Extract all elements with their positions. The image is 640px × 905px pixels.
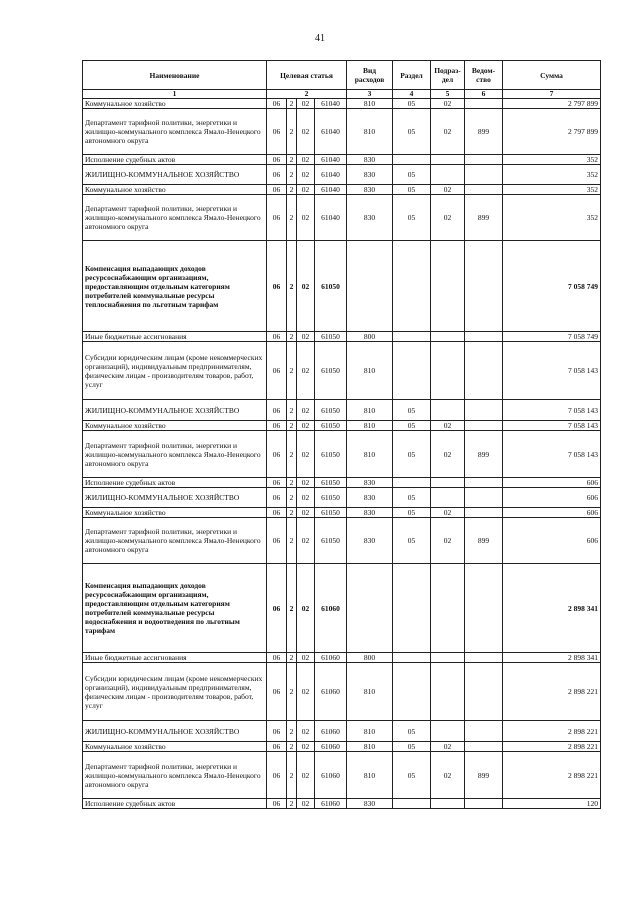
column-number: 4: [393, 90, 431, 99]
cell-name: Компенсация выпадающих доходов ресурсоснабжающим организациям, предоставляющим отдельным категориям потребителей коммунальные ресурсы водоснабжения и водоотведения по льготным тарифам: [83, 564, 267, 653]
cell-target-part: 02: [297, 799, 315, 809]
table-row: [83, 109, 601, 155]
cell-podrazdel: [431, 478, 465, 488]
table-row: [83, 99, 601, 109]
cell-target-part: 2: [287, 663, 297, 721]
table-row: [83, 332, 601, 342]
cell-razdel: 05: [393, 165, 431, 185]
cell-target-code: 61050: [315, 241, 347, 332]
cell-vedomstvo: [465, 185, 503, 195]
cell-target-part: 06: [267, 241, 287, 332]
cell-podrazdel: 02: [431, 742, 465, 752]
cell-razdel: [393, 155, 431, 165]
cell-sum: 352: [503, 165, 601, 185]
cell-name: Департамент тарифной политики, энергетики и жилищно-коммунального комплекса Ямало-Ненецкого автономного округа: [83, 431, 267, 478]
cell-podrazdel: [431, 241, 465, 332]
cell-sum: 606: [503, 518, 601, 564]
column-number-row: [83, 90, 601, 99]
cell-target-part: 06: [267, 653, 287, 663]
cell-target-part: 06: [267, 663, 287, 721]
cell-target-part: 02: [297, 185, 315, 195]
cell-vid: 830: [347, 518, 393, 564]
table-row: [83, 400, 601, 421]
cell-target-part: 02: [297, 663, 315, 721]
cell-sum: 2 898 341: [503, 653, 601, 663]
cell-razdel: 05: [393, 99, 431, 109]
table-row: [83, 742, 601, 752]
table-row: [83, 421, 601, 431]
cell-vid: 830: [347, 155, 393, 165]
column-number: 5: [431, 90, 465, 99]
cell-name: Департамент тарифной политики, энергетики и жилищно-коммунального комплекса Ямало-Ненецкого автономного округа: [83, 752, 267, 799]
cell-sum: 352: [503, 185, 601, 195]
cell-target-part: 02: [297, 742, 315, 752]
cell-sum: 2 898 221: [503, 742, 601, 752]
cell-podrazdel: [431, 799, 465, 809]
cell-sum: 2 797 899: [503, 99, 601, 109]
cell-target-part: 2: [287, 342, 297, 400]
cell-name: Субсидии юридическим лицам (кроме некоммерческих организаций), индивидуальным предпринимателям, физическим лицам - производителям товаров, работ, услуг: [83, 663, 267, 721]
column-number: 2: [267, 90, 347, 99]
cell-vedomstvo: [465, 421, 503, 431]
cell-sum: 7 058 749: [503, 241, 601, 332]
cell-vid: 800: [347, 653, 393, 663]
cell-target-part: 2: [287, 653, 297, 663]
cell-podrazdel: [431, 653, 465, 663]
cell-target-part: 2: [287, 155, 297, 165]
cell-target-part: 06: [267, 752, 287, 799]
cell-target-part: 2: [287, 564, 297, 653]
table-row: [83, 488, 601, 508]
cell-vedomstvo: [465, 99, 503, 109]
cell-vedomstvo: 899: [465, 518, 503, 564]
cell-name: Компенсация выпадающих доходов ресурсоснабжающим организациям, предоставляющим отдельным категориям потребителей коммунальные ресурсы теплоснабжения по льготным тарифам: [83, 241, 267, 332]
cell-vedomstvo: [465, 165, 503, 185]
cell-target-part: 06: [267, 721, 287, 742]
page-number: 41: [315, 33, 325, 44]
table-row: [83, 721, 601, 742]
header-row: [83, 61, 601, 90]
cell-vid: 830: [347, 478, 393, 488]
cell-target-part: 02: [297, 508, 315, 518]
cell-podrazdel: [431, 155, 465, 165]
cell-razdel: [393, 332, 431, 342]
cell-razdel: 05: [393, 195, 431, 241]
cell-razdel: 05: [393, 752, 431, 799]
cell-name: Департамент тарифной политики, энергетики и жилищно-коммунального комплекса Ямало-Ненецкого автономного округа: [83, 195, 267, 241]
cell-target-part: 06: [267, 400, 287, 421]
cell-target-part: 2: [287, 508, 297, 518]
cell-target-part: 06: [267, 332, 287, 342]
table-row: [83, 653, 601, 663]
cell-name: Коммунальное хозяйство: [83, 421, 267, 431]
cell-target-part: 02: [297, 653, 315, 663]
cell-target-part: 02: [297, 400, 315, 421]
cell-vid: 810: [347, 663, 393, 721]
cell-vedomstvo: [465, 400, 503, 421]
table-row: [83, 195, 601, 241]
cell-target-part: 02: [297, 421, 315, 431]
cell-podrazdel: [431, 400, 465, 421]
cell-sum: 606: [503, 508, 601, 518]
cell-name: Исполнение судебных актов: [83, 478, 267, 488]
cell-target-code: 61050: [315, 518, 347, 564]
cell-target-code: 61050: [315, 508, 347, 518]
cell-target-part: 2: [287, 752, 297, 799]
cell-target-part: 2: [287, 478, 297, 488]
cell-name: ЖИЛИЩНО-КОММУНАЛЬНОЕ ХОЗЯЙСТВО: [83, 400, 267, 421]
cell-target-code: 61050: [315, 332, 347, 342]
cell-target-code: 61060: [315, 564, 347, 653]
cell-vedomstvo: [465, 332, 503, 342]
cell-target-part: 06: [267, 342, 287, 400]
cell-target-code: 61060: [315, 799, 347, 809]
cell-target-part: 2: [287, 799, 297, 809]
cell-vedomstvo: [465, 799, 503, 809]
cell-podrazdel: [431, 342, 465, 400]
cell-target-code: 61040: [315, 195, 347, 241]
table-row: [83, 241, 601, 332]
table-row: [83, 752, 601, 799]
cell-target-part: 2: [287, 742, 297, 752]
cell-target-part: 06: [267, 564, 287, 653]
cell-target-part: 06: [267, 185, 287, 195]
cell-razdel: [393, 663, 431, 721]
cell-target-code: 61050: [315, 431, 347, 478]
cell-target-part: 06: [267, 99, 287, 109]
cell-vid: 810: [347, 421, 393, 431]
cell-name: Коммунальное хозяйство: [83, 508, 267, 518]
cell-name: Субсидии юридическим лицам (кроме некоммерческих организаций), индивидуальным предпринимателям, физическим лицам - производителям товаров, работ, услуг: [83, 342, 267, 400]
cell-sum: 2 898 221: [503, 721, 601, 742]
header-name: Наименование: [83, 61, 267, 90]
cell-target-part: 06: [267, 799, 287, 809]
cell-razdel: 05: [393, 508, 431, 518]
cell-vid: 830: [347, 195, 393, 241]
cell-target-part: 2: [287, 332, 297, 342]
cell-razdel: 05: [393, 431, 431, 478]
cell-target-part: 06: [267, 165, 287, 185]
cell-sum: 2 797 899: [503, 109, 601, 155]
cell-podrazdel: 02: [431, 752, 465, 799]
cell-target-part: 06: [267, 508, 287, 518]
table-row: [83, 165, 601, 185]
cell-name: Коммунальное хозяйство: [83, 185, 267, 195]
cell-sum: 2 898 221: [503, 663, 601, 721]
cell-podrazdel: [431, 564, 465, 653]
header-razdel: Раздел: [393, 61, 431, 90]
cell-vid: 800: [347, 332, 393, 342]
column-number: 3: [347, 90, 393, 99]
cell-target-part: 2: [287, 185, 297, 195]
cell-target-code: 61060: [315, 742, 347, 752]
cell-vid: [347, 564, 393, 653]
cell-podrazdel: 02: [431, 195, 465, 241]
cell-target-part: 2: [287, 241, 297, 332]
cell-vedomstvo: [465, 478, 503, 488]
cell-vedomstvo: [465, 653, 503, 663]
cell-vid: 810: [347, 752, 393, 799]
table-row: [83, 663, 601, 721]
cell-target-part: 02: [297, 155, 315, 165]
table-row: [83, 155, 601, 165]
cell-target-code: 61060: [315, 721, 347, 742]
cell-podrazdel: 02: [431, 99, 465, 109]
cell-vid: 810: [347, 431, 393, 478]
cell-target-part: 2: [287, 721, 297, 742]
cell-name: Департамент тарифной политики, энергетики и жилищно-коммунального комплекса Ямало-Ненецкого автономного округа: [83, 518, 267, 564]
cell-razdel: [393, 564, 431, 653]
cell-name: Иные бюджетные ассигнования: [83, 653, 267, 663]
cell-target-part: 2: [287, 400, 297, 421]
cell-sum: 7 058 143: [503, 400, 601, 421]
header-podrazdel: Подраз-дел: [431, 61, 465, 90]
cell-target-part: 2: [287, 518, 297, 564]
cell-name: Коммунальное хозяйство: [83, 99, 267, 109]
cell-target-code: 61040: [315, 155, 347, 165]
table-row: [83, 431, 601, 478]
header-vedomstvo: Ведом-ство: [465, 61, 503, 90]
cell-target-part: 02: [297, 518, 315, 564]
cell-vedomstvo: 899: [465, 195, 503, 241]
cell-sum: 2 898 341: [503, 564, 601, 653]
cell-sum: 7 058 143: [503, 431, 601, 478]
cell-vid: 810: [347, 109, 393, 155]
cell-name: Коммунальное хозяйство: [83, 742, 267, 752]
cell-vid: 810: [347, 400, 393, 421]
cell-name: ЖИЛИЩНО-КОММУНАЛЬНОЕ ХОЗЯЙСТВО: [83, 488, 267, 508]
cell-razdel: 05: [393, 721, 431, 742]
cell-target-part: 02: [297, 241, 315, 332]
cell-podrazdel: 02: [431, 431, 465, 478]
cell-podrazdel: 02: [431, 109, 465, 155]
cell-razdel: 05: [393, 488, 431, 508]
cell-target-code: 61040: [315, 185, 347, 195]
cell-target-part: 06: [267, 742, 287, 752]
cell-target-part: 06: [267, 518, 287, 564]
cell-razdel: 05: [393, 518, 431, 564]
cell-vid: 830: [347, 488, 393, 508]
cell-sum: 120: [503, 799, 601, 809]
cell-razdel: 05: [393, 400, 431, 421]
cell-vedomstvo: [465, 721, 503, 742]
cell-target-part: 2: [287, 421, 297, 431]
cell-target-code: 61050: [315, 421, 347, 431]
table-row: [83, 508, 601, 518]
cell-target-part: 2: [287, 109, 297, 155]
header-target: Целевая статья: [267, 61, 347, 90]
cell-razdel: [393, 342, 431, 400]
table-row: [83, 185, 601, 195]
cell-vedomstvo: [465, 663, 503, 721]
cell-vedomstvo: [465, 155, 503, 165]
column-number: 1: [83, 90, 267, 99]
cell-vedomstvo: 899: [465, 431, 503, 478]
column-number: 7: [503, 90, 601, 99]
cell-podrazdel: 02: [431, 421, 465, 431]
cell-sum: 606: [503, 488, 601, 508]
cell-target-code: 61040: [315, 109, 347, 155]
cell-podrazdel: 02: [431, 508, 465, 518]
cell-sum: 352: [503, 195, 601, 241]
header-vid: Вид расходов: [347, 61, 393, 90]
cell-vid: 810: [347, 342, 393, 400]
cell-target-part: 2: [287, 165, 297, 185]
cell-target-code: 61040: [315, 165, 347, 185]
cell-vid: 830: [347, 165, 393, 185]
cell-razdel: 05: [393, 185, 431, 195]
cell-name: Иные бюджетные ассигнования: [83, 332, 267, 342]
table-row: [83, 478, 601, 488]
cell-vedomstvo: 899: [465, 109, 503, 155]
cell-vedomstvo: [465, 742, 503, 752]
cell-target-code: 61060: [315, 752, 347, 799]
cell-vedomstvo: [465, 508, 503, 518]
cell-name: Исполнение судебных актов: [83, 799, 267, 809]
cell-razdel: 05: [393, 421, 431, 431]
table-row: [83, 564, 601, 653]
cell-razdel: [393, 241, 431, 332]
cell-name: Исполнение судебных актов: [83, 155, 267, 165]
cell-podrazdel: [431, 663, 465, 721]
cell-target-code: 61060: [315, 653, 347, 663]
cell-target-part: 2: [287, 431, 297, 478]
cell-sum: 352: [503, 155, 601, 165]
cell-target-code: 61040: [315, 99, 347, 109]
cell-podrazdel: [431, 488, 465, 508]
cell-target-part: 02: [297, 109, 315, 155]
cell-target-part: 02: [297, 488, 315, 508]
cell-target-code: 61060: [315, 663, 347, 721]
cell-sum: 7 058 143: [503, 342, 601, 400]
cell-vedomstvo: 899: [465, 752, 503, 799]
cell-target-part: 02: [297, 478, 315, 488]
cell-vid: 830: [347, 508, 393, 518]
table-body: [83, 99, 601, 809]
cell-target-part: 06: [267, 195, 287, 241]
cell-podrazdel: 02: [431, 185, 465, 195]
cell-name: ЖИЛИЩНО-КОММУНАЛЬНОЕ ХОЗЯЙСТВО: [83, 721, 267, 742]
cell-sum: 7 058 143: [503, 421, 601, 431]
cell-target-part: 2: [287, 195, 297, 241]
cell-target-part: 02: [297, 342, 315, 400]
cell-sum: 606: [503, 478, 601, 488]
cell-target-part: 06: [267, 478, 287, 488]
cell-target-part: 06: [267, 109, 287, 155]
cell-target-part: 02: [297, 99, 315, 109]
cell-sum: 7 058 749: [503, 332, 601, 342]
cell-target-part: 02: [297, 431, 315, 478]
cell-name: ЖИЛИЩНО-КОММУНАЛЬНОЕ ХОЗЯЙСТВО: [83, 165, 267, 185]
cell-podrazdel: 02: [431, 518, 465, 564]
cell-vid: 830: [347, 799, 393, 809]
cell-target-part: 2: [287, 99, 297, 109]
cell-vid: 830: [347, 185, 393, 195]
table-row: [83, 342, 601, 400]
cell-podrazdel: [431, 721, 465, 742]
cell-podrazdel: [431, 332, 465, 342]
cell-razdel: [393, 799, 431, 809]
cell-target-part: 02: [297, 332, 315, 342]
table-row: [83, 799, 601, 809]
cell-vedomstvo: [465, 241, 503, 332]
cell-vid: 810: [347, 99, 393, 109]
cell-target-code: 61050: [315, 400, 347, 421]
cell-vedomstvo: [465, 342, 503, 400]
cell-target-part: 06: [267, 155, 287, 165]
header-summa: Сумма: [503, 61, 601, 90]
cell-vedomstvo: [465, 564, 503, 653]
cell-vid: 810: [347, 742, 393, 752]
budget-table: [82, 60, 601, 809]
cell-vid: 810: [347, 721, 393, 742]
cell-razdel: [393, 653, 431, 663]
cell-razdel: 05: [393, 109, 431, 155]
cell-target-code: 61050: [315, 478, 347, 488]
cell-sum: 2 898 221: [503, 752, 601, 799]
cell-name: Департамент тарифной политики, энергетики и жилищно-коммунального комплекса Ямало-Ненецкого автономного округа: [83, 109, 267, 155]
cell-target-part: 06: [267, 431, 287, 478]
column-number: 6: [465, 90, 503, 99]
cell-target-part: 06: [267, 421, 287, 431]
cell-target-part: 02: [297, 165, 315, 185]
cell-target-part: 02: [297, 564, 315, 653]
cell-razdel: [393, 478, 431, 488]
cell-target-part: 02: [297, 752, 315, 799]
cell-vedomstvo: [465, 488, 503, 508]
cell-podrazdel: [431, 165, 465, 185]
cell-target-code: 61050: [315, 488, 347, 508]
cell-target-code: 61050: [315, 342, 347, 400]
cell-target-part: 02: [297, 721, 315, 742]
cell-target-part: 2: [287, 488, 297, 508]
cell-target-part: 02: [297, 195, 315, 241]
cell-target-part: 06: [267, 488, 287, 508]
cell-razdel: 05: [393, 742, 431, 752]
table-row: [83, 518, 601, 564]
cell-vid: [347, 241, 393, 332]
